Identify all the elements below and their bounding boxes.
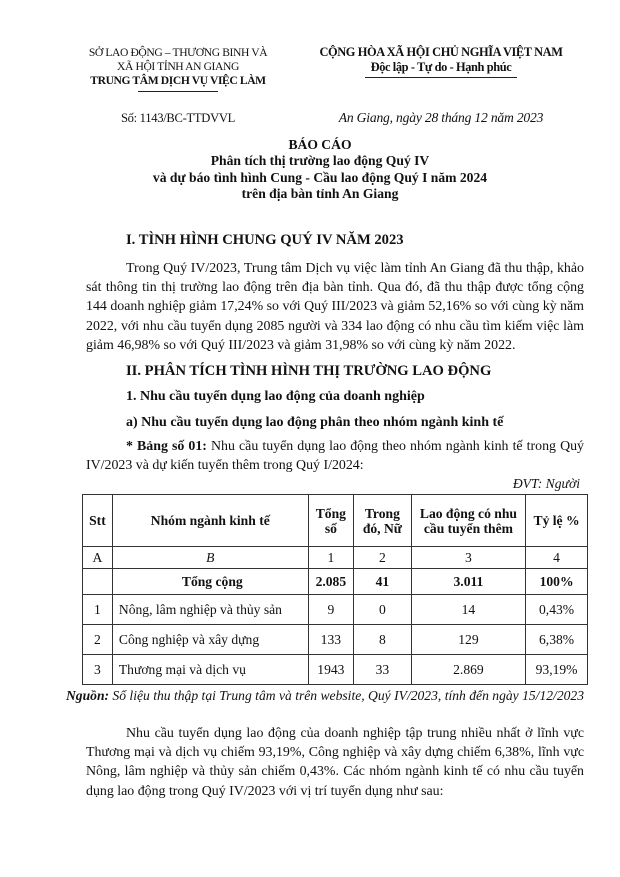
cell-total: 9 [308, 595, 353, 625]
cell-additional: 3.011 [411, 569, 525, 595]
cell-female: 41 [354, 569, 412, 595]
code-2: 2 [354, 547, 412, 569]
code-b: B [112, 547, 308, 569]
table-total-row [83, 569, 588, 595]
code-a: A [83, 547, 113, 569]
title-line-2: Phân tích thị trường lao động Quý IV [210, 153, 430, 169]
table-row [83, 655, 588, 685]
cell-female: 0 [354, 595, 412, 625]
table-row [83, 625, 588, 655]
cell-ratio: 0,43% [526, 595, 588, 625]
title-line-3: và dự báo tình hình Cung - Cầu lao động Quý I năm 2024 [152, 169, 488, 185]
document-date: An Giang, ngày 28 tháng 12 năm 2023 [338, 110, 544, 125]
header-female: Trong đó, Nữ [354, 495, 412, 547]
subsection-1a-heading: a) Nhu cầu tuyển dụng lao động phân theo nhóm ngành kinh tế [126, 415, 504, 430]
code-4: 4 [526, 547, 588, 569]
recruitment-table [82, 494, 588, 685]
column-code-row [83, 547, 588, 569]
agency-line-3: TRUNG TÂM DỊCH VỤ VIỆC LÀM [90, 74, 266, 87]
header-sector: Nhóm ngành kinh tế [112, 495, 308, 547]
source-label: Nguồn: [65, 688, 110, 703]
issuing-agency [62, 46, 294, 92]
table-caption [86, 437, 584, 475]
title-line-1: BÁO CÁO [288, 137, 352, 152]
document-number: Số: 1143/BC-TTDVVL [120, 111, 236, 125]
report-title [60, 137, 580, 202]
national-motto [302, 45, 580, 78]
section-1-paragraph: Trong Quý IV/2023, Trung tâm Dịch vụ việc làm tỉnh An Giang đã thu thập, khảo sát thông tin thị trường lao động trên địa bàn tỉnh. Qua đó, đã thu thập được tổng cộng 144 doanh nghiệp giảm 17,24% so với Quý III/2023 và giảm 52,16% so với cùng kỳ năm 2022, với nhu cầu tuyển dụng 2085 người và 334 lao động có nhu cầu tìm kiếm việc làm giảm 46,98% so với Quý III/2023 và giảm 31,98% so với cùng kỳ năm 2022. [86, 261, 584, 353]
cell-ratio: 93,19% [526, 655, 588, 685]
cell-female: 8 [354, 625, 412, 655]
closing-paragraph: Nhu cầu tuyển dụng lao động của doanh nghiệp tập trung nhiều nhất ở lĩnh vực Thương mại và dịch vụ chiếm 93,19%, Công nghiệp và xây dựng chiếm 6,38%, lĩnh vực Nông, lâm nghiệp và thủy sản chiếm 0,43%. Các nhóm ngành kinh tế có nhu cầu tuyển dụng lao động trong Quý IV/2023 với vị trí tuyển dụng như sau: [86, 726, 584, 799]
table-header-row [83, 495, 588, 547]
cell-additional: 129 [411, 625, 525, 655]
source-text: Số liệu thu thập tại Trung tâm và trên website, Quý IV/2023, tính đến ngày 15/12/2023 [109, 688, 585, 703]
table-row [83, 595, 588, 625]
cell-total: 133 [308, 625, 353, 655]
cell-sector: Tổng cộng [112, 569, 308, 595]
table-source-note [60, 688, 590, 704]
cell-sector: Thương mại và dịch vụ [112, 655, 308, 685]
motto-divider [365, 77, 517, 78]
header-total: Tổng số [308, 495, 353, 547]
cell-additional: 14 [411, 595, 525, 625]
cell-sector: Nông, lâm nghiệp và thủy sản [112, 595, 308, 625]
table-caption-label: * Bảng số 01: [126, 439, 207, 454]
cell-female: 33 [354, 655, 412, 685]
cell-stt: 3 [83, 655, 113, 685]
cell-stt: 2 [83, 625, 113, 655]
motto: Độc lập - Tự do - Hạnh phúc [370, 60, 512, 74]
cell-stt [83, 569, 113, 595]
unit-label: ĐVT: Người [512, 476, 580, 491]
code-3: 3 [411, 547, 525, 569]
cell-sector: Công nghiệp và xây dựng [112, 625, 308, 655]
section-2-heading: II. PHÂN TÍCH TÌNH HÌNH THỊ TRƯỜNG LAO ĐỘNG [126, 363, 492, 379]
table-caption-text: Nhu cầu tuyển dụng lao động theo nhóm ngành kinh tế trong Quý IV/2023 và dự kiến tuyển thêm trong Quý I/2024: [86, 439, 584, 474]
cell-additional: 2.869 [411, 655, 525, 685]
country-name: CỘNG HÒA XÃ HỘI CHỦ NGHĨA VIỆT NAM [319, 45, 563, 59]
section-1-heading: I. TÌNH HÌNH CHUNG QUÝ IV NĂM 2023 [126, 232, 404, 248]
cell-ratio: 100% [526, 569, 588, 595]
title-line-4: trên địa bàn tỉnh An Giang [241, 185, 399, 201]
cell-total: 2.085 [308, 569, 353, 595]
header-ratio: Tỷ lệ % [526, 495, 588, 547]
subsection-1-heading: 1. Nhu cầu tuyển dụng lao động của doanh nghiệp [126, 389, 425, 404]
cell-total: 1943 [308, 655, 353, 685]
cell-stt: 1 [83, 595, 113, 625]
code-1: 1 [308, 547, 353, 569]
header-additional: Lao động có nhu cầu tuyển thêm [411, 495, 525, 547]
agency-line-2: XÃ HỘI TỈNH AN GIANG [117, 60, 239, 73]
cell-ratio: 6,38% [526, 625, 588, 655]
agency-line-1: SỞ LAO ĐỘNG – THƯƠNG BINH VÀ [88, 46, 268, 59]
header-stt: Stt [83, 495, 113, 547]
agency-divider [138, 91, 218, 92]
